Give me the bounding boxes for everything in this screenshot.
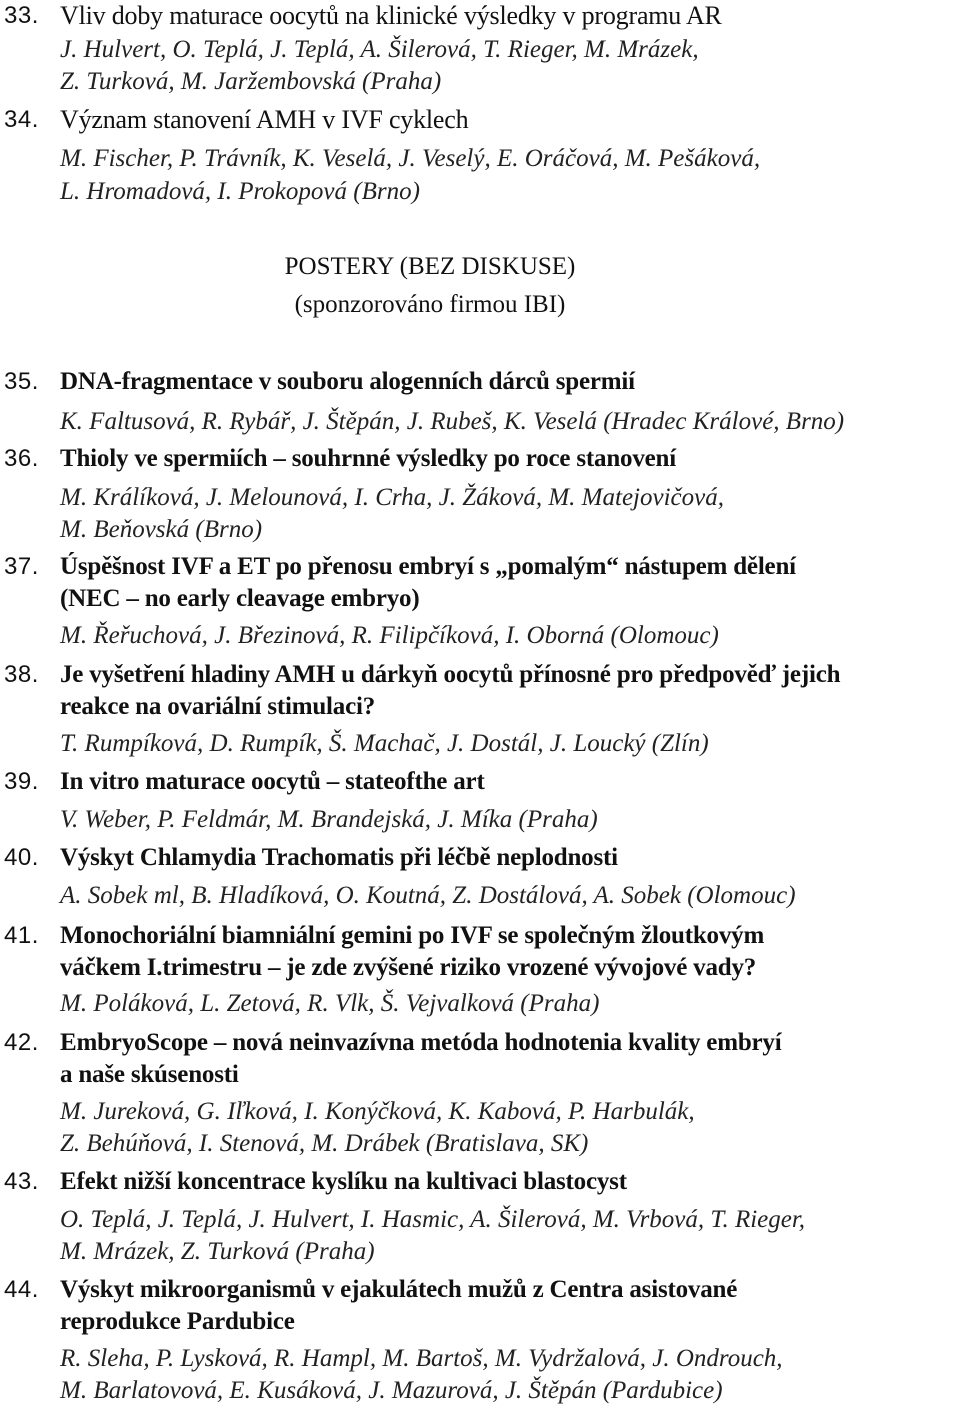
entry-authors: M. Poláková, L. Zetová, R. Vlk, Š. Vejvalková (Praha) [60, 990, 600, 1017]
entry-authors: M. Řeřuchová, J. Březinová, R. Filipčíková, I. Oborná (Olomouc) [60, 622, 719, 649]
entry-title: In vitro maturace oocytů – stateofthe art [60, 768, 485, 795]
entry-title: Je vyšetření hladiny AMH u dárkyň oocytů přínosné pro předpověď jejich [60, 661, 841, 688]
entry-number: 41. [4, 922, 39, 949]
entry-authors: T. Rumpíková, D. Rumpík, Š. Machač, J. Dostál, J. Loucký (Zlín) [60, 730, 709, 757]
entry-authors: M. Králíková, J. Melounová, I. Crha, J. Žáková, M. Matejovičová, [60, 484, 724, 511]
entry-number: 36. [4, 445, 39, 472]
entry-title: EmbryoScope – nová neinvazívna metóda hodnotenia kvality embryí [60, 1029, 782, 1056]
entry-number: 38. [4, 661, 39, 688]
entry-authors: M. Fischer, P. Trávník, K. Veselá, J. Veselý, E. Oráčová, M. Pešáková, [60, 145, 761, 172]
entry-title: a naše skúsenosti [60, 1061, 239, 1088]
entry-authors: L. Hromadová, I. Prokopová (Brno) [60, 178, 420, 205]
entry-number: 39. [4, 768, 39, 795]
section-heading: POSTERY (BEZ DISKUSE) [284, 253, 576, 280]
entry-authors: A. Sobek ml, B. Hladíková, O. Koutná, Z. Dostálová, A. Sobek (Olomouc) [60, 882, 796, 909]
entry-number: 35. [4, 368, 39, 395]
entry-title: Thioly ve spermiích – souhrnné výsledky po roce stanovení [60, 445, 676, 472]
entry-title: reprodukce Pardubice [60, 1308, 295, 1335]
entry-title: (NEC – no early cleavage embryo) [60, 585, 420, 612]
entry-title: Výskyt Chlamydia Trachomatis při léčbě neplodnosti [60, 844, 618, 871]
entry-number: 37. [4, 553, 39, 580]
entry-authors: V. Weber, P. Feldmár, M. Brandejská, J. Míka (Praha) [60, 806, 598, 833]
entry-title: Význam stanovení AMH v IVF cyklech [60, 105, 469, 134]
entry-authors: M. Mrázek, Z. Turková (Praha) [60, 1238, 375, 1265]
entry-title: Úspěšnost IVF a ET po přenosu embryí s „pomalým“ nástupem dělení [60, 553, 796, 580]
entry-number: 34. [4, 106, 39, 133]
entry-title: váčkem I.trimestru – je zde zvýšené riziko vrozené vývojové vady? [60, 954, 757, 981]
entry-number: 43. [4, 1168, 39, 1195]
entry-authors: R. Sleha, P. Lysková, R. Hampl, M. Bartoš, M. Vydržalová, J. Ondrouch, [60, 1345, 783, 1372]
section-subheading: (sponzorováno firmou IBI) [294, 291, 566, 318]
entry-authors: J. Hulvert, O. Teplá, J. Teplá, A. Šilerová, T. Rieger, M. Mrázek, [60, 36, 699, 63]
entry-number: 42. [4, 1029, 39, 1056]
entry-number: 33. [4, 2, 39, 29]
entry-authors: Z. Turková, M. Jaržembovská (Praha) [60, 68, 442, 95]
entry-authors: O. Teplá, J. Teplá, J. Hulvert, I. Hasmic, A. Šilerová, M. Vrbová, T. Rieger, [60, 1206, 806, 1233]
entry-number: 40. [4, 844, 39, 871]
entry-authors: M. Barlatovová, E. Kusáková, J. Mazurová, J. Štěpán (Pardubice) [60, 1377, 723, 1404]
entry-title: Výskyt mikroorganismů v ejakulátech mužů z Centra asistované [60, 1276, 738, 1303]
entry-number: 44. [4, 1276, 39, 1303]
entry-authors: K. Faltusová, R. Rybář, J. Štěpán, J. Rubeš, K. Veselá (Hradec Králové, Brno) [60, 408, 845, 435]
entry-title: reakce na ovariální stimulaci? [60, 693, 376, 720]
entry-authors: Z. Behúňová, I. Stenová, M. Drábek (Bratislava, SK) [60, 1130, 589, 1157]
entry-title: DNA-fragmentace v souboru alogenních dárců spermií [60, 368, 635, 395]
entry-title: Vliv doby maturace oocytů na klinické výsledky v programu AR [60, 1, 722, 30]
entry-title: Efekt nižší koncentrace kyslíku na kultivaci blastocyst [60, 1168, 627, 1195]
entry-authors: M. Jureková, G. Iľková, I. Konýčková, K. Kabová, P. Harbulák, [60, 1098, 695, 1125]
entry-authors: M. Beňovská (Brno) [60, 516, 263, 543]
entry-title: Monochoriální biamniální gemini po IVF se společným žloutkovým [60, 922, 765, 949]
